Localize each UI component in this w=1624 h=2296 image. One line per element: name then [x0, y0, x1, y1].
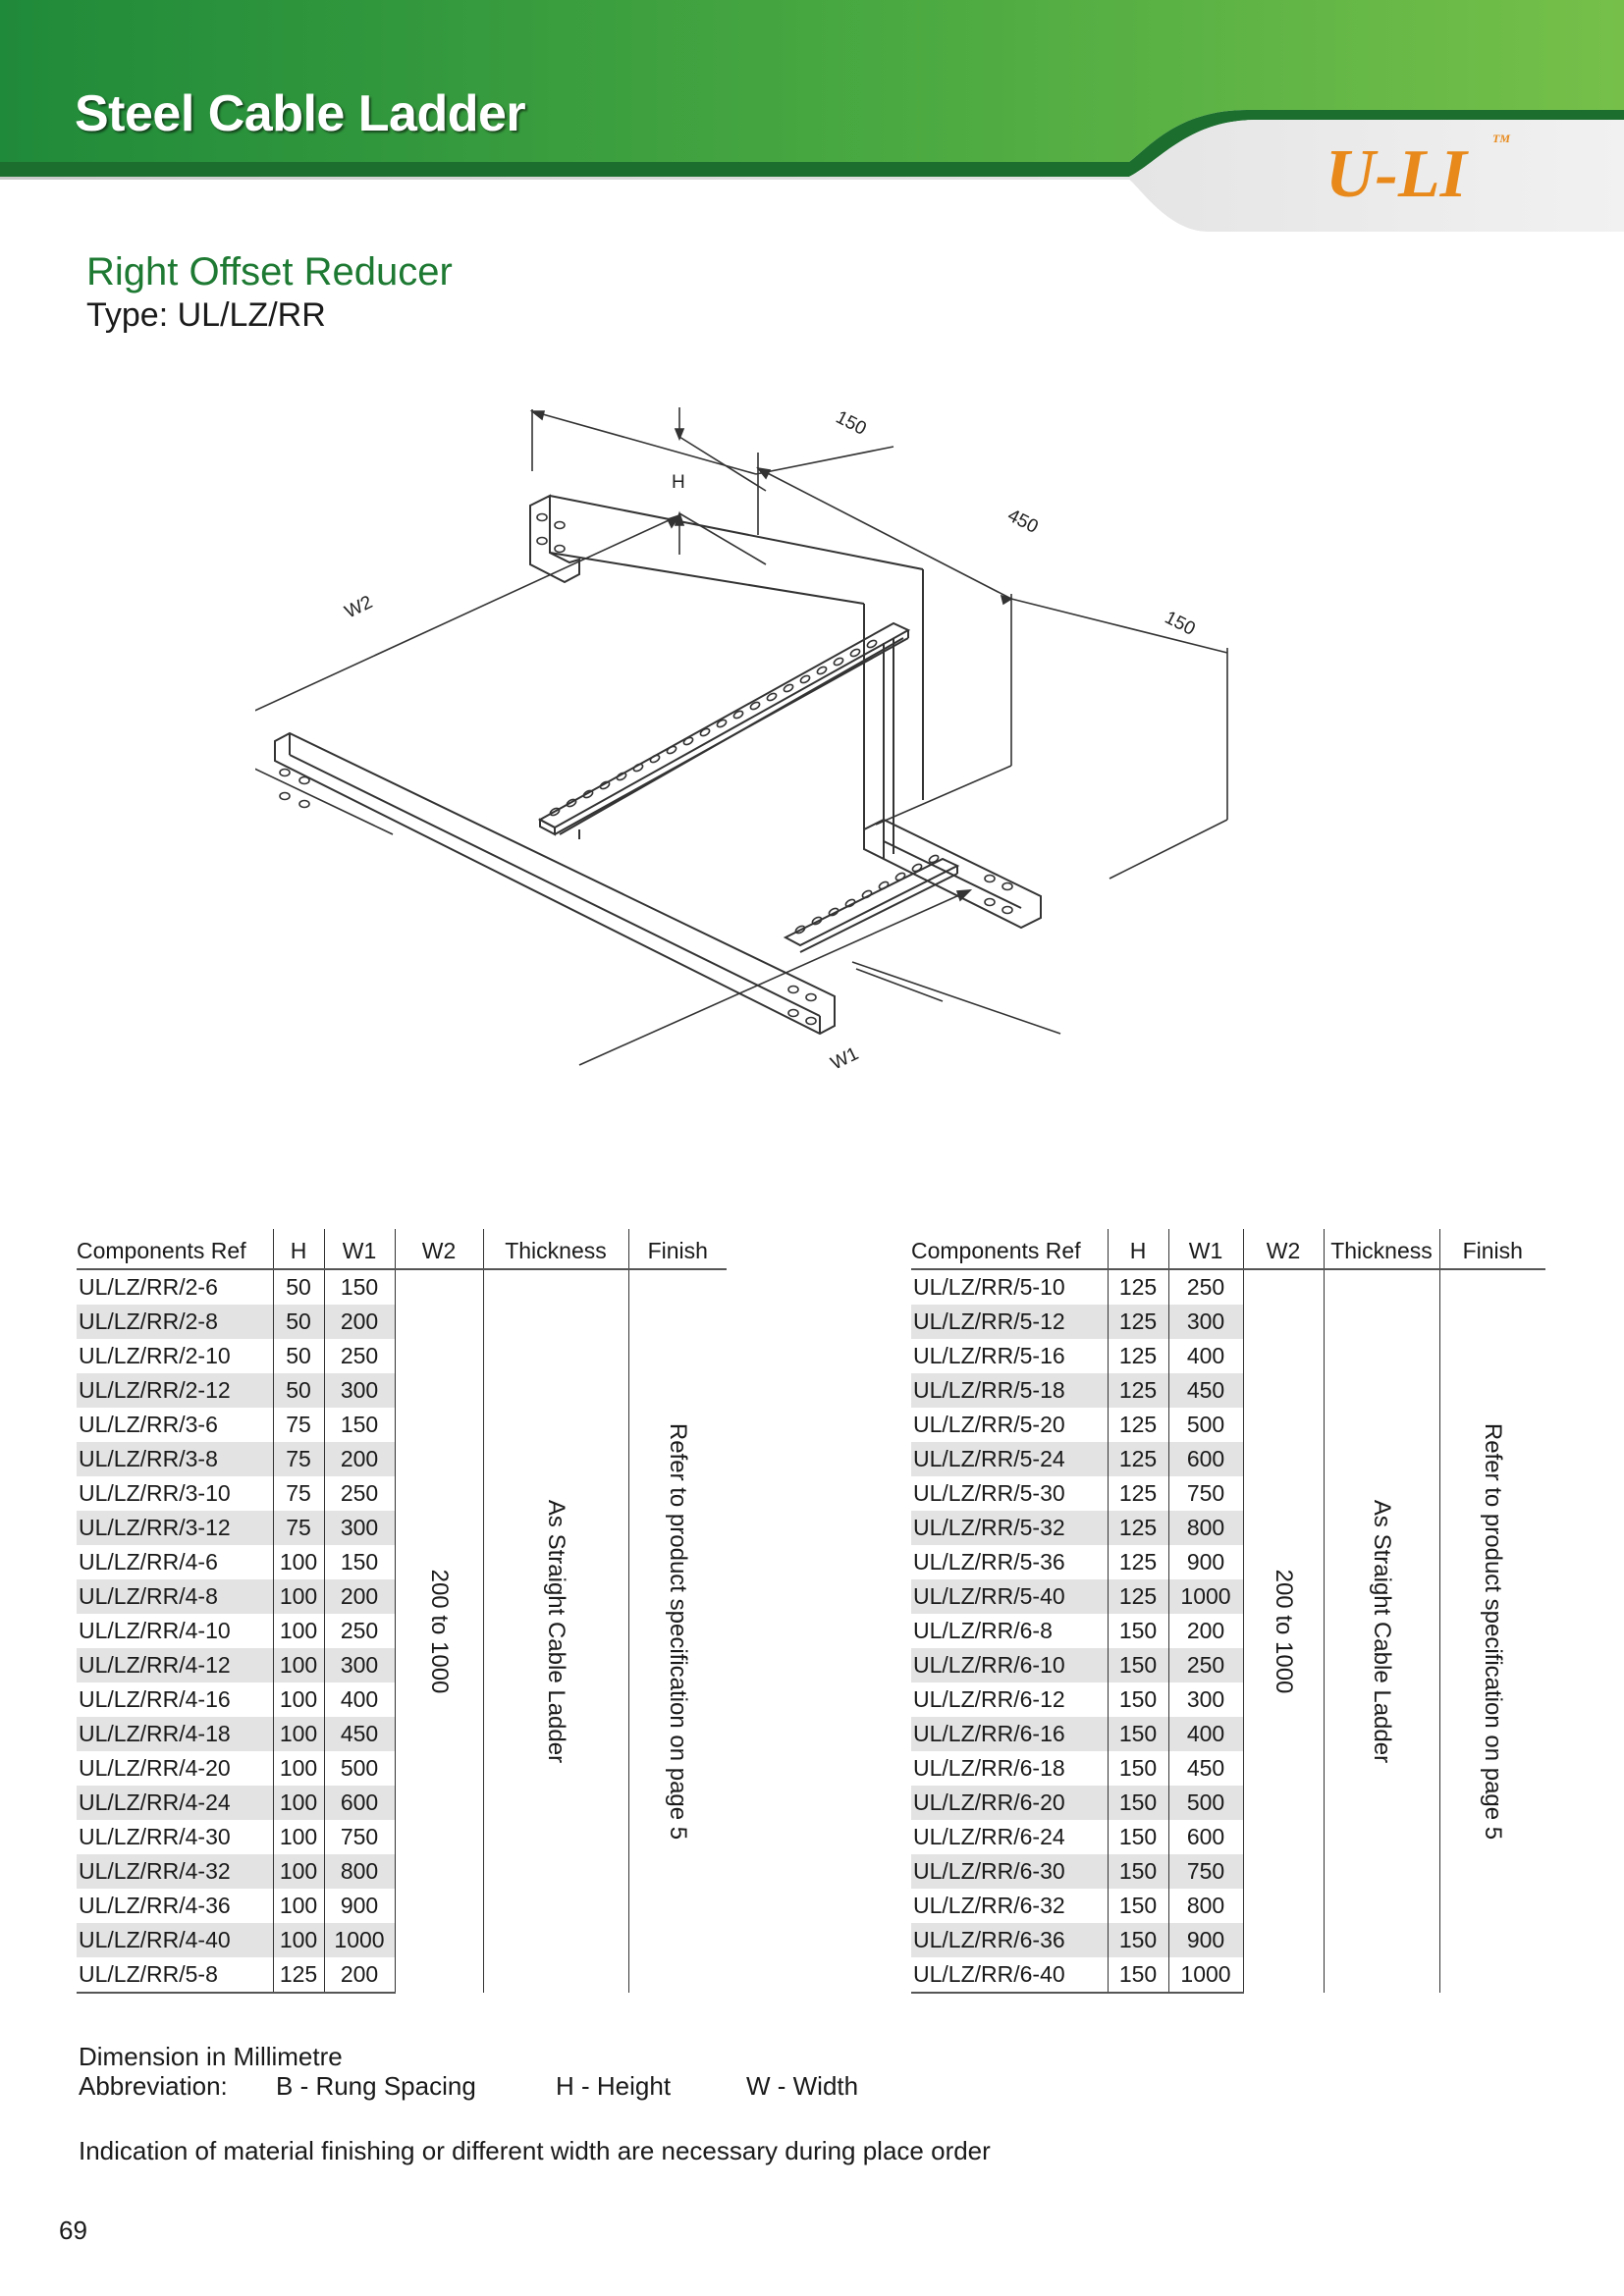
- cell-h: 125: [1108, 1476, 1168, 1511]
- cell-w1: 250: [1168, 1648, 1243, 1682]
- product-name: Right Offset Reducer: [86, 250, 453, 294]
- cell-h: 100: [273, 1751, 324, 1786]
- cell-components-ref: UL/LZ/RR/5-12: [911, 1305, 1108, 1339]
- cell-components-ref: UL/LZ/RR/3-12: [77, 1511, 273, 1545]
- col-header-w1: W1: [324, 1229, 395, 1269]
- col-header-w2: W2: [1243, 1229, 1324, 1269]
- product-type: Type: UL/LZ/RR: [86, 296, 326, 334]
- cell-w1: 500: [1168, 1408, 1243, 1442]
- cell-h: 125: [273, 1957, 324, 1993]
- cell-h: 75: [273, 1442, 324, 1476]
- cell-w1: 600: [1168, 1820, 1243, 1854]
- cell-w1: 500: [324, 1751, 395, 1786]
- col-header-finish: Finish: [1439, 1229, 1545, 1269]
- col-header-components-ref: Components Ref: [911, 1229, 1108, 1269]
- cell-components-ref: UL/LZ/RR/4-10: [79, 1618, 231, 1643]
- cell-components-ref: UL/LZ/RR/6-24: [913, 1824, 1065, 1849]
- cell-components-ref: UL/LZ/RR/6-8: [913, 1618, 1053, 1643]
- cell-components-ref: UL/LZ/RR/6-32: [913, 1893, 1065, 1918]
- abbreviation-height: H - Height: [556, 2071, 672, 2101]
- cell-w1: 250: [324, 1614, 395, 1648]
- cell-w1: 250: [324, 1339, 395, 1373]
- dimension-note: Dimension in Millimetre: [79, 2042, 343, 2071]
- cell-components-ref: UL/LZ/RR/5-24: [911, 1442, 1108, 1476]
- cell-components-ref: UL/LZ/RR/6-16: [911, 1717, 1108, 1751]
- cell-finish-merged: [1439, 1269, 1545, 1993]
- col-header-finish: Finish: [628, 1229, 727, 1269]
- cell-components-ref: UL/LZ/RR/2-12: [77, 1373, 273, 1408]
- dim-label-offset-right: 150: [1161, 607, 1199, 640]
- cell-components-ref: UL/LZ/RR/4-24: [77, 1786, 273, 1820]
- cell-components-ref: UL/LZ/RR/3-10: [79, 1480, 231, 1506]
- cell-h: 125: [1108, 1373, 1168, 1408]
- cell-w2-merged: [1243, 1269, 1324, 1993]
- cell-components-ref: UL/LZ/RR/6-30: [911, 1854, 1108, 1889]
- cell-w1: 750: [324, 1820, 395, 1854]
- cell-components-ref: UL/LZ/RR/6-36: [911, 1923, 1108, 1957]
- cell-components-ref: UL/LZ/RR/4-40: [77, 1923, 273, 1957]
- cell-components-ref: UL/LZ/RR/4-20: [79, 1755, 231, 1781]
- col-header-thickness: Thickness: [483, 1229, 628, 1269]
- cell-h: 125: [1108, 1408, 1168, 1442]
- cell-h: 100: [273, 1717, 324, 1751]
- finish-vertical-text: Refer to product specification on page 5: [665, 1422, 692, 1841]
- cell-h: 125: [1108, 1511, 1168, 1545]
- cell-h: 100: [273, 1854, 324, 1889]
- cell-w1: 400: [324, 1682, 395, 1717]
- offset-reducer-drawing: [255, 388, 1237, 1153]
- cell-w1: 150: [324, 1408, 395, 1442]
- cell-w1: 300: [324, 1511, 395, 1545]
- cell-h: 150: [1108, 1786, 1168, 1820]
- cell-components-ref: UL/LZ/RR/5-10: [913, 1274, 1065, 1300]
- cell-h: 125: [1108, 1269, 1168, 1305]
- cell-w1: 1000: [1168, 1957, 1243, 1993]
- cell-h: 100: [273, 1923, 324, 1957]
- cell-components-ref: UL/LZ/RR/2-6: [79, 1274, 218, 1300]
- cell-h: 150: [1108, 1820, 1168, 1854]
- cell-w1: 500: [1168, 1786, 1243, 1820]
- abbreviation-width: W - Width: [746, 2071, 859, 2101]
- spec-table-left: [77, 1229, 727, 1994]
- cell-components-ref: UL/LZ/RR/4-6: [79, 1549, 218, 1575]
- abbreviation-rung-spacing: B - Rung Spacing: [276, 2071, 476, 2101]
- dim-label-offset-top: 150: [832, 406, 870, 440]
- cell-w1: 300: [1168, 1305, 1243, 1339]
- dim-label-w2: W2: [341, 592, 376, 623]
- cell-thickness-merged: [1324, 1269, 1439, 1993]
- cell-components-ref: UL/LZ/RR/4-32: [77, 1854, 273, 1889]
- spec-table-right: [911, 1229, 1545, 1994]
- table-row: [911, 1269, 1545, 1305]
- cell-components-ref: UL/LZ/RR/3-6: [79, 1412, 218, 1437]
- header-banner: [0, 0, 1624, 236]
- col-header-components-ref: Components Ref: [77, 1229, 273, 1269]
- cell-h: 100: [273, 1820, 324, 1854]
- cell-h: 150: [1108, 1854, 1168, 1889]
- cell-components-ref: UL/LZ/RR/5-30: [913, 1480, 1065, 1506]
- cell-components-ref: UL/LZ/RR/4-16: [79, 1686, 231, 1712]
- cell-w1: 1000: [1168, 1579, 1243, 1614]
- cell-components-ref: UL/LZ/RR/5-32: [911, 1511, 1108, 1545]
- cell-w1: 900: [324, 1889, 395, 1923]
- cell-components-ref: UL/LZ/RR/6-18: [913, 1755, 1065, 1781]
- order-indication-note: Indication of material finishing or different width are necessary during place order: [79, 2136, 991, 2165]
- cell-w1: 400: [1168, 1717, 1243, 1751]
- cell-w1: 800: [1168, 1889, 1243, 1923]
- cell-w1: 150: [324, 1545, 395, 1579]
- w2-vertical-text: 200 to 1000: [426, 1569, 453, 1694]
- cell-w1: 200: [324, 1957, 395, 1993]
- cell-h: 150: [1108, 1682, 1168, 1717]
- cell-h: 125: [1108, 1545, 1168, 1579]
- cell-components-ref: UL/LZ/RR/5-40: [911, 1579, 1108, 1614]
- cell-w1: 300: [1168, 1682, 1243, 1717]
- cell-w1: 800: [1168, 1511, 1243, 1545]
- cell-components-ref: UL/LZ/RR/4-36: [79, 1893, 231, 1918]
- dim-label-offset-middle: 450: [1003, 505, 1042, 538]
- cell-components-ref: UL/LZ/RR/5-8: [77, 1957, 273, 1993]
- cell-components-ref: UL/LZ/RR/5-16: [913, 1343, 1065, 1368]
- cell-h: 50: [273, 1269, 324, 1305]
- cell-w1: 750: [1168, 1854, 1243, 1889]
- cell-w1: 250: [324, 1476, 395, 1511]
- cell-w1: 800: [324, 1854, 395, 1889]
- cell-finish-merged: [628, 1269, 727, 1993]
- cell-components-ref: UL/LZ/RR/5-20: [913, 1412, 1065, 1437]
- cell-h: 100: [273, 1682, 324, 1717]
- abbreviation-label: Abbreviation:: [79, 2071, 228, 2101]
- table-row: [77, 1269, 727, 1305]
- cell-w1: 300: [324, 1373, 395, 1408]
- cell-components-ref: UL/LZ/RR/6-20: [911, 1786, 1108, 1820]
- brand-logo: U-LI: [1326, 136, 1467, 212]
- cell-h: 100: [273, 1786, 324, 1820]
- cell-h: 150: [1108, 1751, 1168, 1786]
- cell-w1: 200: [324, 1305, 395, 1339]
- trademark-mark: TM: [1492, 132, 1510, 145]
- cell-h: 50: [273, 1373, 324, 1408]
- cell-w1: 450: [324, 1717, 395, 1751]
- cell-w1: 400: [1168, 1339, 1243, 1373]
- cell-components-ref: UL/LZ/RR/4-18: [77, 1717, 273, 1751]
- cell-w1: 200: [324, 1442, 395, 1476]
- col-header-h: H: [273, 1229, 324, 1269]
- page-title: Steel Cable Ladder: [75, 85, 526, 142]
- thickness-vertical-text: As Straight Cable Ladder: [543, 1499, 569, 1764]
- dim-label-h: H: [672, 472, 685, 493]
- cell-h: 100: [273, 1889, 324, 1923]
- cell-components-ref: UL/LZ/RR/5-36: [913, 1549, 1065, 1575]
- cell-w1: 1000: [324, 1923, 395, 1957]
- cell-h: 75: [273, 1511, 324, 1545]
- col-header-thickness: Thickness: [1324, 1229, 1439, 1269]
- cell-w2-merged: [395, 1269, 483, 1993]
- col-header-h: H: [1108, 1229, 1168, 1269]
- cell-h: 125: [1108, 1339, 1168, 1373]
- cell-w1: 200: [1168, 1614, 1243, 1648]
- cell-components-ref: UL/LZ/RR/4-8: [77, 1579, 273, 1614]
- cell-h: 100: [273, 1648, 324, 1682]
- cell-h: 125: [1108, 1305, 1168, 1339]
- cell-h: 100: [273, 1579, 324, 1614]
- cell-h: 150: [1108, 1648, 1168, 1682]
- cell-h: 100: [273, 1545, 324, 1579]
- col-header-w2: W2: [395, 1229, 483, 1269]
- cell-w1: 450: [1168, 1373, 1243, 1408]
- cell-h: 50: [273, 1339, 324, 1373]
- cell-components-ref: UL/LZ/RR/2-8: [77, 1305, 273, 1339]
- cell-components-ref: UL/LZ/RR/6-12: [913, 1686, 1065, 1712]
- cell-components-ref: UL/LZ/RR/5-18: [911, 1373, 1108, 1408]
- cell-components-ref: UL/LZ/RR/6-10: [911, 1648, 1108, 1682]
- cell-components-ref: UL/LZ/RR/2-10: [79, 1343, 231, 1368]
- cell-h: 150: [1108, 1957, 1168, 1993]
- cell-w1: 600: [324, 1786, 395, 1820]
- cell-components-ref: UL/LZ/RR/4-12: [77, 1648, 273, 1682]
- cell-w1: 900: [1168, 1545, 1243, 1579]
- finish-vertical-text: Refer to product specification on page 5: [1480, 1422, 1507, 1841]
- cell-h: 100: [273, 1614, 324, 1648]
- cell-components-ref: UL/LZ/RR/3-8: [77, 1442, 273, 1476]
- cell-w1: 600: [1168, 1442, 1243, 1476]
- cell-w1: 450: [1168, 1751, 1243, 1786]
- cell-w1: 200: [324, 1579, 395, 1614]
- cell-w1: 750: [1168, 1476, 1243, 1511]
- cell-w1: 150: [324, 1269, 395, 1305]
- cell-h: 150: [1108, 1889, 1168, 1923]
- cell-components-ref: UL/LZ/RR/6-40: [911, 1957, 1108, 1993]
- cell-thickness-merged: [483, 1269, 628, 1993]
- cell-components-ref: UL/LZ/RR/4-30: [79, 1824, 231, 1849]
- cell-h: 75: [273, 1476, 324, 1511]
- cell-h: 75: [273, 1408, 324, 1442]
- cell-h: 150: [1108, 1923, 1168, 1957]
- dim-label-w1: W1: [827, 1043, 862, 1075]
- cell-h: 125: [1108, 1579, 1168, 1614]
- cell-h: 150: [1108, 1717, 1168, 1751]
- thickness-vertical-text: As Straight Cable Ladder: [1369, 1499, 1395, 1764]
- table-header-row: [77, 1229, 727, 1269]
- table-header-row: [911, 1229, 1545, 1269]
- cell-h: 125: [1108, 1442, 1168, 1476]
- cell-w1: 900: [1168, 1923, 1243, 1957]
- col-header-w1: W1: [1168, 1229, 1243, 1269]
- cell-h: 150: [1108, 1614, 1168, 1648]
- cell-h: 50: [273, 1305, 324, 1339]
- cell-w1: 300: [324, 1648, 395, 1682]
- page-number: 69: [59, 2216, 87, 2245]
- cell-w1: 250: [1168, 1269, 1243, 1305]
- w2-vertical-text: 200 to 1000: [1271, 1569, 1297, 1694]
